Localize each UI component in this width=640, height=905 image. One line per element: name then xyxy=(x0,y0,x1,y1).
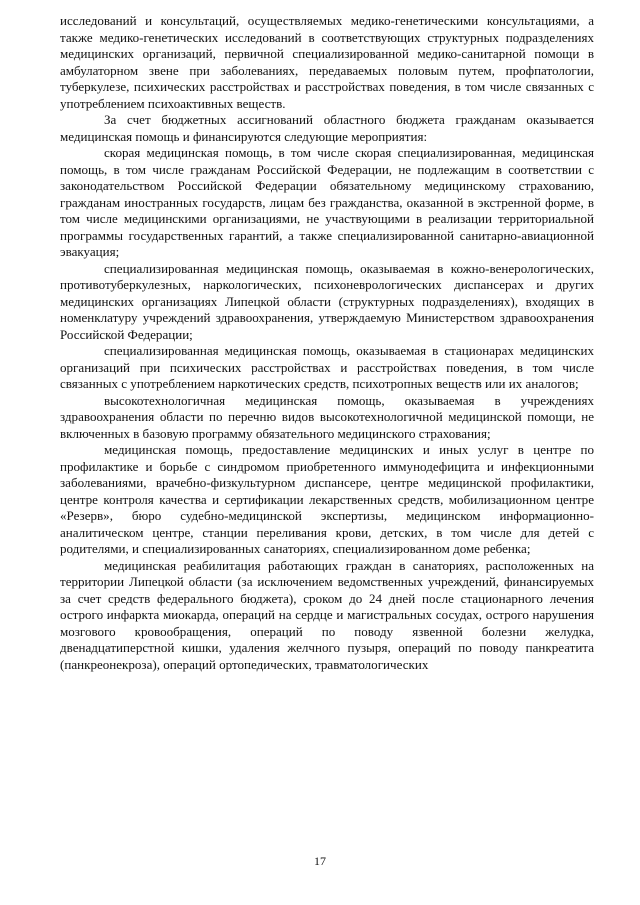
paragraph-emergency-care: скорая медицинская помощь, в том числе скорая специализированная, медицинская помощь, в том числе гражданам Российской Федерации, не подлежащим в соответствии с законодательством Российской Федерации обязательному медицинскому страхованию, гражданам иностранных государств, лицам без гражданства, оказанной в экстренной форме, в том числе медицинскими организациями, не участвующими в реализации территориальной программы государственных гарантий, а также специализированной санитарно-авиационной эвакуация; xyxy=(60,145,594,259)
page-number: 17 xyxy=(314,854,326,868)
paragraph-specialized-dispensaries: специализированная медицинская помощь, оказываемая в кожно-венерологических, противотуберкулезных, наркологических, психоневрологических диспансерах и других медицинских организациях Липецкой области (структурных подразделениях), входящих в номенклатуру учреждений здравоохранения, утверждаемую Министерством здравоохранения Российской Федерации; xyxy=(60,260,594,342)
paragraph-prevention-centers: медицинская помощь, предоставление медицинских и иных услуг в центре по профилактике и борьбе с синдромом приобретенного иммунодефицита и инфекционными заболеваниями, врачебно-физкультурном диспансере, центре медицинской профилактики, центре контроля качества и сертификации лекарственных средств, мобилизационном центре «Резерв», бюро судебно-медицинской экспертизы, медицинском информационно-аналитическом центре, станции переливания крови, детских, в том числе для детей с родителями, и специализированных санаториях, специализированном доме ребенка; xyxy=(60,442,594,556)
paragraph-regional-budget: За счет бюджетных ассигнований областного бюджета гражданам оказывается медицинская помощь и финансируются следующие мероприятия: xyxy=(60,112,594,144)
paragraph-continuation: исследований и консультаций, осуществляемых медико-генетическими консультациями, а также медико-генетических исследований в соответствующих структурных подразделениях медицинских организаций, первичной специализированной медико-санитарной помощи в амбулаторном звене при заболеваниях, передаваемых половым путем, профпатологии, туберкулезе, психических расстройствах и расстройствах поведения, в том числе связанных с употреблением психоактивных веществ. xyxy=(60,13,594,111)
paragraph-psychiatric-hospitals: специализированная медицинская помощь, оказываемая в стационарах медицинских организаций при психических расстройствах и расстройствах поведения, в том числе связанных с употреблением наркотических средств, психотропных веществ или их аналогов; xyxy=(60,343,594,391)
paragraph-high-tech-care: высокотехнологичная медицинская помощь, оказываемая в учреждениях здравоохранения области по перечню видов высокотехнологичной медицинской помощи, не включенных в базовую программу обязательного медицинского страхования; xyxy=(60,392,594,441)
paragraph-rehabilitation: медицинская реабилитация работающих граждан в санаториях, расположенных на территории Липецкой области (за исключением ведомственных учреждений, финансируемых за счет средств федерального бюджета), сроком до 24 дней после стационарного лечения острого инфаркта миокарда, операций на сердце и магистральных сосудах, острого нарушения мозгового кровообращения, операций по поводу язвенной болезни желудка, двенадцатиперстной кишки, удаления желчного пузыря, операций по поводу панкреатита (панкреонекроза), операций ортопедических, травматологических xyxy=(60,557,594,672)
body-text xyxy=(60,13,594,673)
